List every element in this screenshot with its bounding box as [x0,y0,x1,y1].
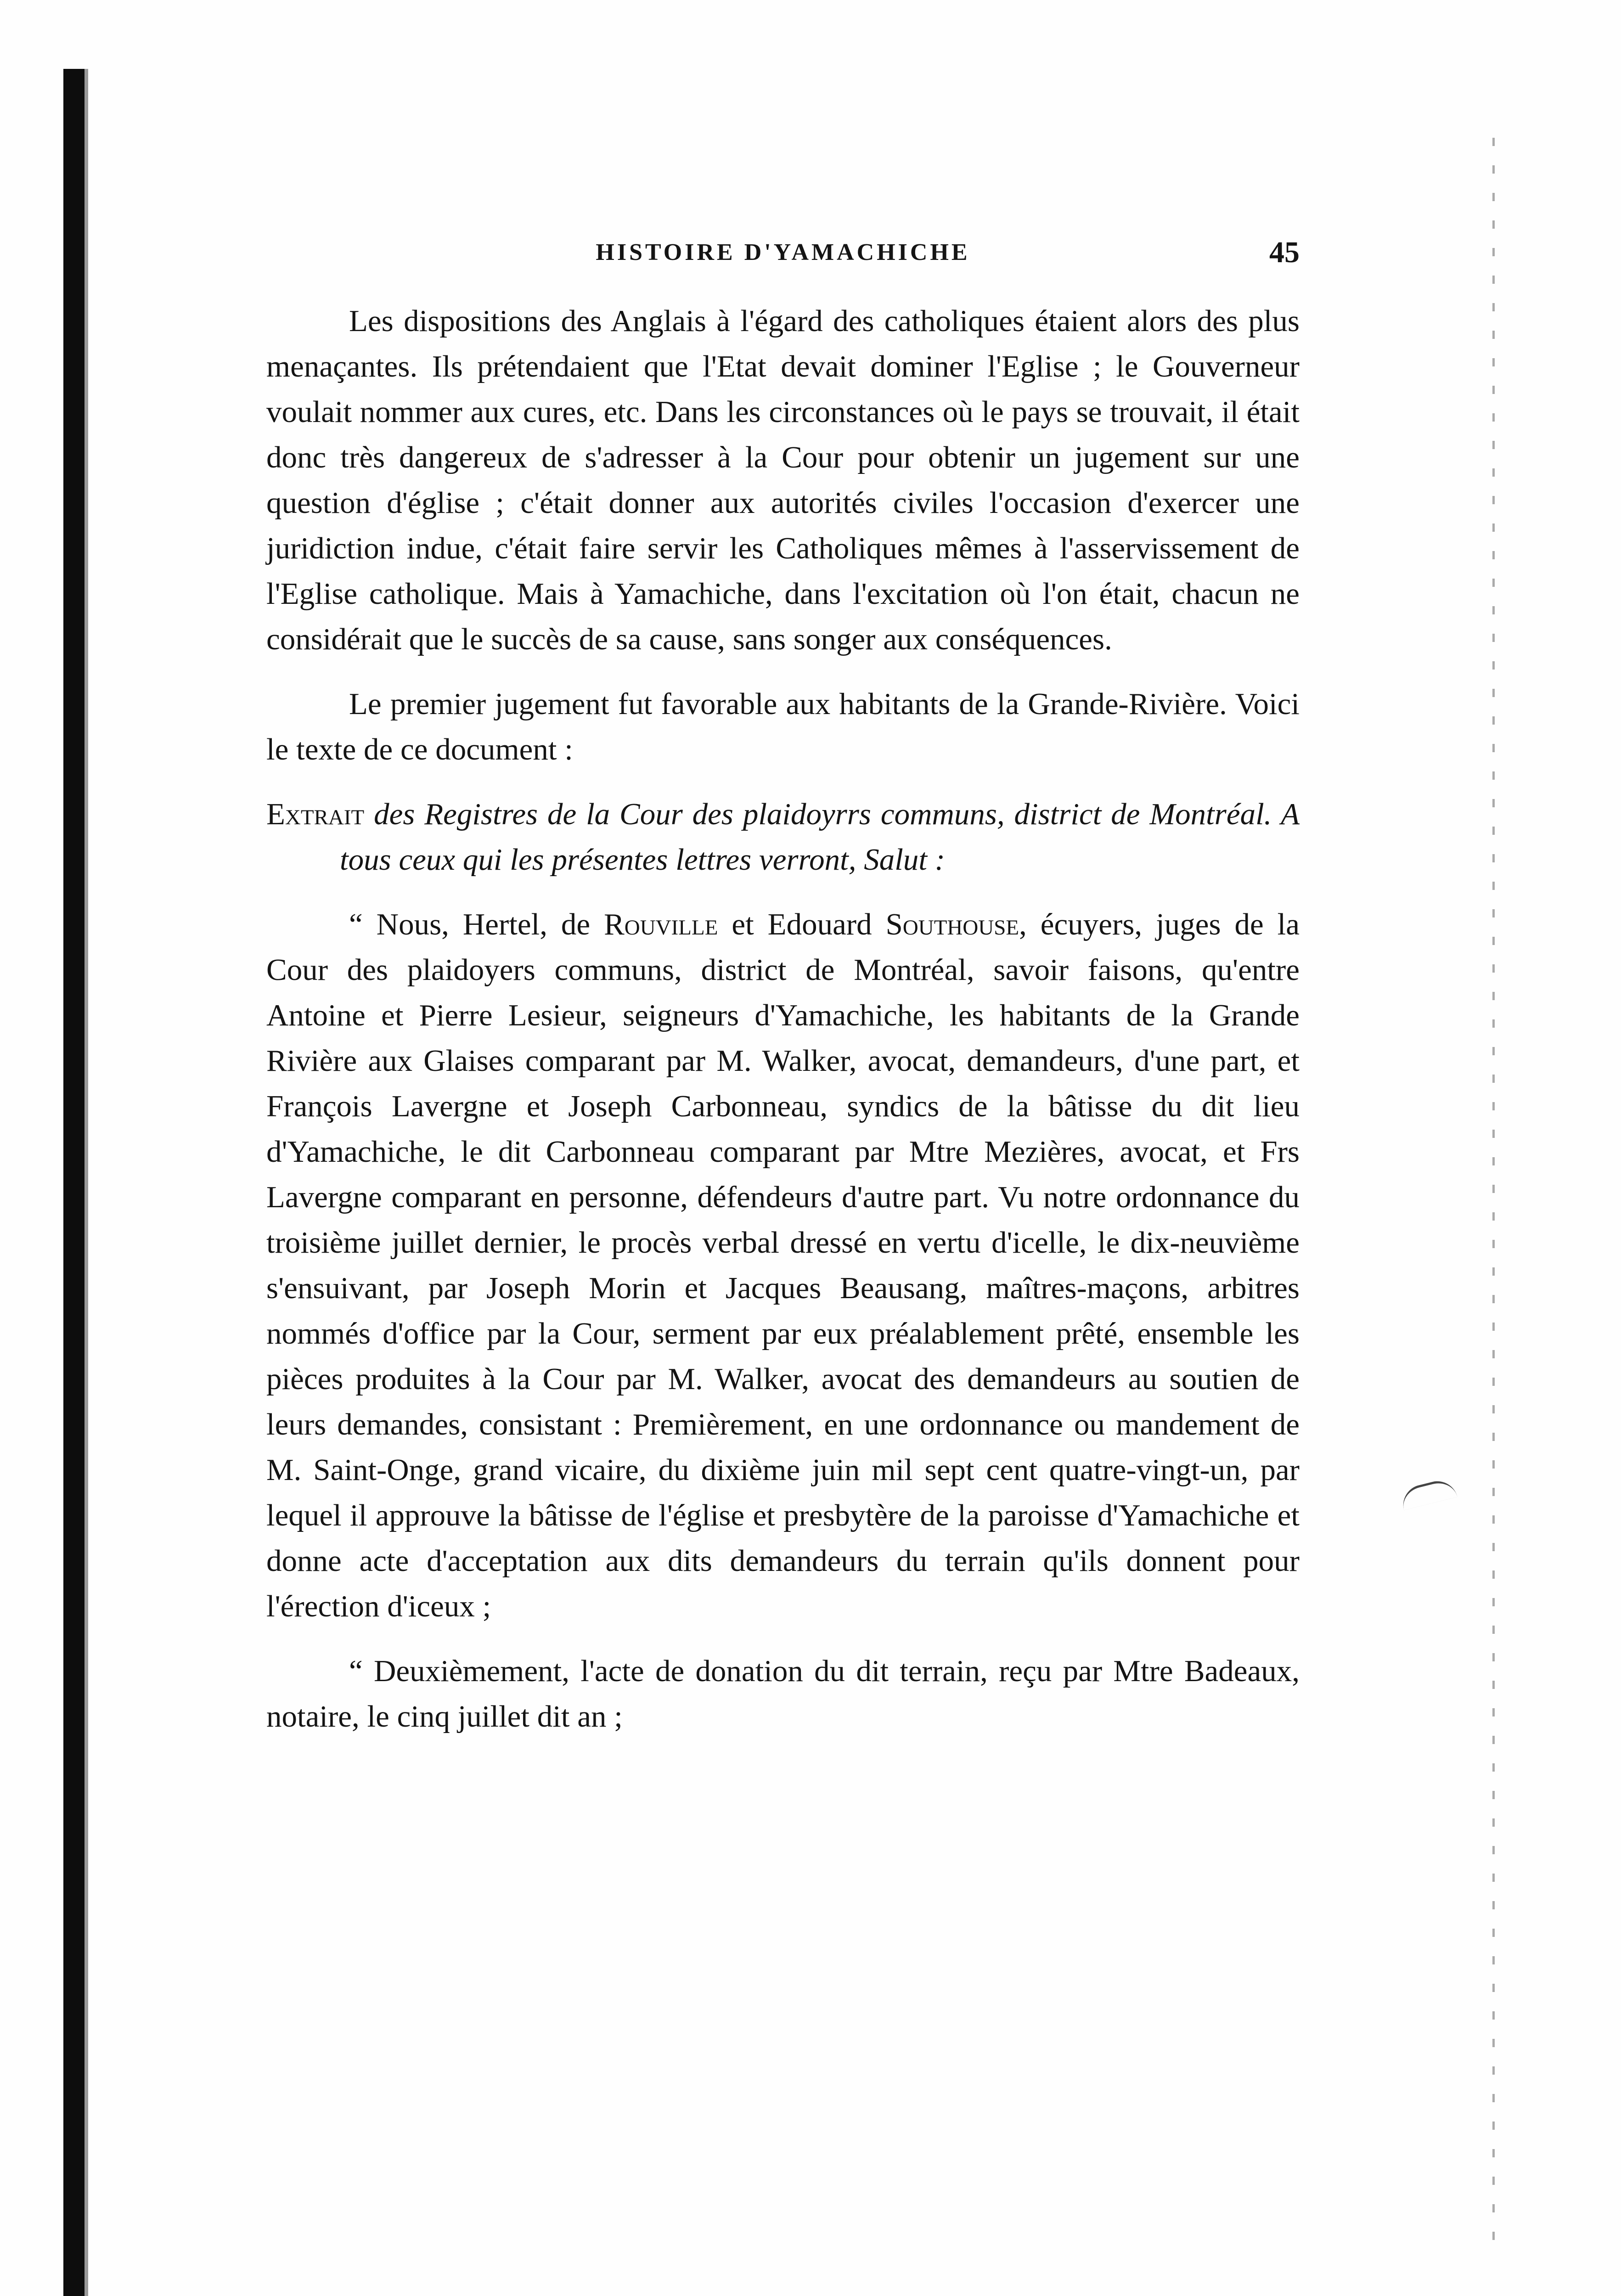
right-edge-speckle [1492,138,1495,2250]
extract-title: des Registres de la Cour des plaidoyrrs communs, district de Montréal. A tous ceux qui les présentes lettres verront, Salut : [340,797,1300,877]
extract-heading [266,792,1300,883]
paragraph-1: Les dispositions des Anglais à l'égard des catholiques étaient alors des plus menaçantes. Ils prétendaient que l'Etat devait dominer l'Eglise ; le Gouverneur voulait nommer aux cures, etc. Dans les circonstances où le pays se trouvait, il était donc très dangereux de s'adresser à la Cour pour obtenir un jugement sur une question d'église ; c'était donner aux autorités civiles l'occasion d'exercer une juridiction indue, c'était faire servir les Catholiques mêmes à l'asservissement de l'Eglise catholique. Mais à Yamachiche, dans l'excitation où l'on était, chacun ne considérait que le succès de sa cause, sans songer aux conséquences. [266,304,1300,656]
judgment-open: “ Nous, Hertel, de [349,907,604,941]
judge-name-rouville: Rouville [604,907,718,941]
running-head: HISTOIRE D'YAMACHICHE [596,239,970,265]
scan-mark [1399,1477,1457,1510]
paragraph-deuxiemement: “ Deuxièmement, l'acte de donation du dit terrain, reçu par Mtre Badeaux, notaire, le cinq juillet dit an ; [266,1654,1300,1733]
judgment-mid: et Edouard [718,907,886,941]
judgment-rest: , écuyers, juges de la Cour des plaidoyers communs, district de Montréal, savoir faisons, qu'entre Antoine et Pierre Lesieur, seigneurs d'Yamachiche, les habitants de la Grande Rivière aux Glaises comparant par M. Walker, avocat, demandeurs, d'une part, et François Lavergne et Joseph Carbonneau, syndics de la bâtisse du dit lieu d'Yamachiche, le dit Carbonneau comparant par Mtre Mezières, avocat, et Frs Lavergne comparant en personne, défendeurs d'autre part. Vu notre ordonnance du troisième juillet dernier, le procès verbal dressé en vertu d'icelle, le dix-neuvième s'ensuivant, par Joseph Morin et Jacques Beausang, maîtres-maçons, arbitres nommés d'office par la Cour, serment par eux préalablement prêté, ensemble les pièces produites à la Cour par M. Walker, avocat des demandeurs au soutien de leurs demandes, consistant : Premièrement, en une ordonnance ou mandement de M. Saint-Onge, grand vicaire, du dixième juin mil sept cent quatre-vingt-un, par lequel il approuve la bâtisse de l'église et presbytère de la paroisse d'Yamachiche et donne acte d'acceptation aux dits demandeurs du terrain qu'ils donnent pour l'érection d'iceux ; [266,907,1300,1623]
judge-name-southouse: Southouse [885,907,1019,941]
page-header [266,236,1300,276]
paragraph-2: Le premier jugement fut favorable aux habitants de la Grande-Rivière. Voici le texte de ce document : [266,687,1300,766]
paragraph-judgment [266,902,1300,1629]
binding-edge [63,69,84,2296]
binding-shadow [84,69,88,2296]
page-number: 45 [1269,236,1300,269]
extract-lead: Extrait [266,797,365,831]
body-text [266,298,1300,1739]
